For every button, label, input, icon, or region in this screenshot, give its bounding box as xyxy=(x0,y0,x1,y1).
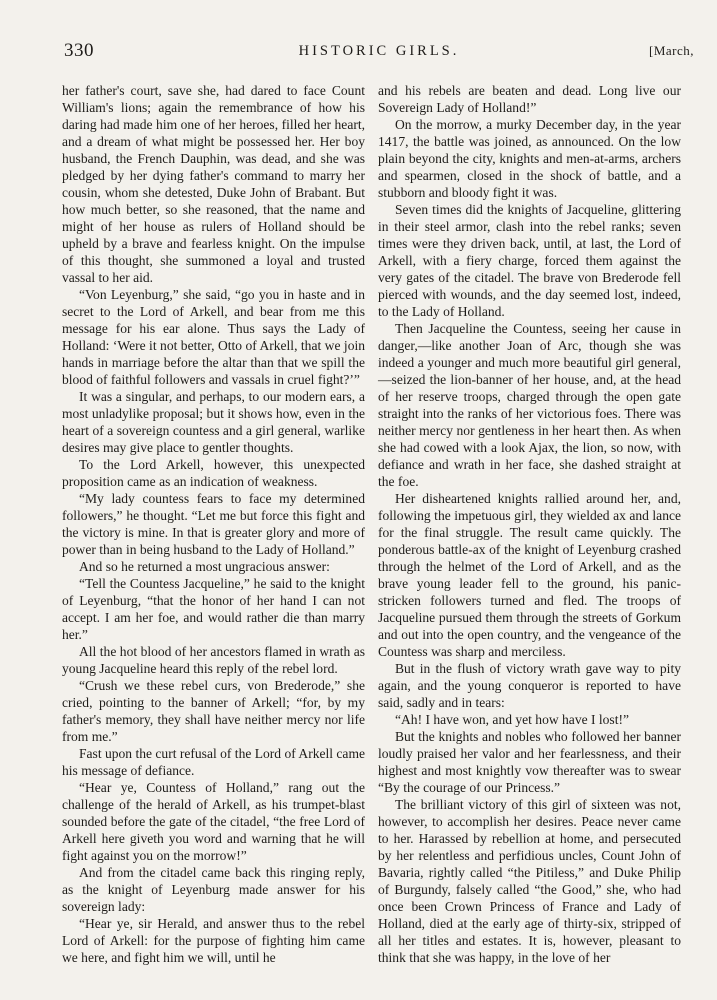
paragraph: “Crush we these rebel curs, von Brederode,” she cried, pointing to the banner of Arkell; “for, by my father's memory, they shall have neither mercy nor life from me.” xyxy=(62,678,365,744)
paragraph: “Ah! I have won, and yet how have I lost!” xyxy=(395,712,629,727)
paragraph: The brilliant victory of this girl of sixteen was not, however, to accomplish her desires. Peace never came to her. Harassed by rebellion at home, and persecuted by her relentless and perfidious uncles, Count John of Bavaria, rightly called “the Pitiless,” and Duke Philip of Burgundy, falsely called “the Good,” she, who had once been Crown Princess of France and Lady of Holland, died at the early age of thirty-six, stripped of all her titles and estates. It is, however, pleasant to think that she was happy, in the love of her xyxy=(378,797,681,965)
paragraph: It was a singular, and perhaps, to our modern ears, a most unladylike proposal; but it shows how, even in the heart of a sovereign countess and a girl general, warlike desires may give place to gentler thoughts. xyxy=(62,389,365,455)
paragraph: But in the flush of victory wrath gave way to pity again, and the young conqueror is reported to have said, sadly and in tears: xyxy=(378,661,681,710)
paragraph: Her disheartened knights rallied around her, and, following the impetuous girl, they wielded ax and lance for the final struggle. The result came quickly. The ponderous battle-ax of the knight of Leyenburg crashed through the helmet of the Lord of Arkell, and as the brave young leader fell to the ground, his panic-stricken followers turned and fled. The troops of Jacqueline pursued them through the streets of Gorkum and out into the open country, and the vengeance of the Countess was sharp and merciless. xyxy=(378,491,681,659)
left-column xyxy=(62,82,365,966)
paragraph: Then Jacqueline the Countess, seeing her cause in danger,—like another Joan of Arc, though she was indeed a younger and much more beautiful girl general,—seized the lion-banner of her house, and, at the head of her reserve troops, charged through the open gate straight into the ranks of her victorious foes. There was neither mercy nor gentleness in her heart then. As when she had cowed with a look Ajax, the lion, so now, with defiance and wrath in her face, she dashed straight at the foe. xyxy=(378,321,681,489)
paragraph: All the hot blood of her ancestors flamed in wrath as young Jacqueline heard this reply of the rebel lord. xyxy=(62,644,365,676)
paragraph: To the Lord Arkell, however, this unexpected proposition came as an indication of weakness. xyxy=(62,457,365,489)
paragraph: “Von Leyenburg,” she said, “go you in haste and in secret to the Lord of Arkell, and bear from me this message for his ear alone. Thus says the Lady of Holland: ‘Were it not better, Otto of Arkell, that we join hands in marriage before the altar than that we spill the blood of faithful followers and vassals in cruel fight?’” xyxy=(62,287,365,387)
page-header xyxy=(64,40,694,62)
paragraph: On the morrow, a murky December day, in the year 1417, the battle was joined, as announced. On the low plain beyond the city, knights and men-at-arms, archers and spearmen, closed in the shock of battle, and a stubborn and bloody fight it was. xyxy=(378,117,681,200)
paragraph: her father's court, save she, had dared to face Count William's lions; again the remembrance of how his daring had made him one of her heroes, filled her heart, and a dream of what might be possessed her. Her boy husband, the French Dauphin, was dead, and she was pledged by her dying father's command to marry her cousin, whom she detested, Duke John of Brabant. But how much better, so she reasoned, that the name and might of her house as rulers of Holland should be upheld by a brave and fearless knight. On the impulse of this thought, she summoned a loyal and trusted vassal to her aid. xyxy=(62,83,365,285)
right-column xyxy=(378,82,681,966)
paragraph: Fast upon the curt refusal of the Lord of Arkell came his message of defiance. xyxy=(62,746,365,778)
paragraph: But the knights and nobles who followed her banner loudly praised her valor and her fearlessness, and their highest and most knightly vow thereafter was to swear “By the courage of our Princess.” xyxy=(378,729,681,795)
paragraph: “Hear ye, Countess of Holland,” rang out the challenge of the herald of Arkell, as his trumpet-blast sounded before the gate of the citadel, “the free Lord of Arkell here giveth you word and warning that he will fight against you on the morrow!” xyxy=(62,780,365,863)
paragraph: Seven times did the knights of Jacqueline, glittering in their steel armor, clash into the rebel ranks; seven times were they driven back, until, at last, the Lord of Arkell, with a fiery charge, forced them against the very gates of the citadel. The brave von Brederode fell pierced with wounds, and the day seemed lost, indeed, to the Lady of Holland. xyxy=(378,202,681,319)
page-number: 330 xyxy=(64,40,94,61)
paragraph: “Tell the Countess Jacqueline,” he said to the knight of Leyenburg, “that the honor of her hand I can not accept. I am her foe, and would rather die than marry her.” xyxy=(62,576,365,642)
paragraph: And so he returned a most ungracious answer: xyxy=(79,559,330,574)
issue-month: [March, xyxy=(648,43,694,58)
paragraph: “Hear ye, sir Herald, and answer thus to the rebel Lord of Arkell: for the purpose of fighting him came we here, and fight him we will, until he xyxy=(62,916,365,965)
paragraph: And from the citadel came back this ringing reply, as the knight of Leyenburg made answer for his sovereign lady: xyxy=(62,865,365,914)
paragraph: and his rebels are beaten and dead. Long live our Sovereign Lady of Holland!” xyxy=(378,83,681,115)
paragraph: “My lady countess fears to face my determined followers,” he thought. “Let me but force this fight and the victory is mine. In that is greater glory and more of power than in being husband to the Lady of Holland.” xyxy=(62,491,365,557)
running-title: HISTORIC GIRLS. xyxy=(298,43,460,59)
